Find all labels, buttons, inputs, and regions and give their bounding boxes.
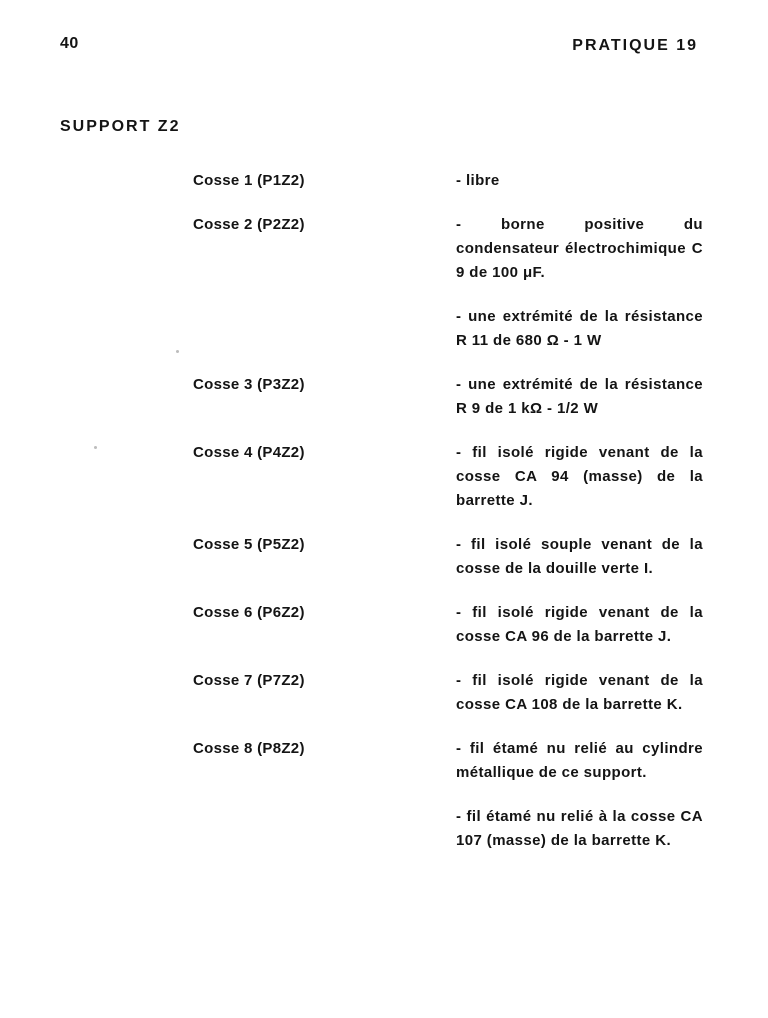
connection-note: - libre: [456, 172, 500, 189]
lug-entry: [193, 373, 703, 421]
lug-list: [193, 169, 703, 873]
lug-label: Cosse 6 (P6Z2): [193, 604, 305, 621]
lug-label: Cosse 5 (P5Z2): [193, 536, 305, 553]
lug-notes: [456, 213, 703, 353]
lug-entry: [193, 737, 703, 853]
connection-note: - fil isolé rigide venant de la cosse CA 94 (masse) de la barrette J.: [456, 444, 703, 509]
lug-entry: [193, 169, 703, 193]
section-title: SUPPORT Z2: [60, 118, 181, 135]
lug-label: Cosse 3 (P3Z2): [193, 376, 305, 393]
page-number: 40: [60, 35, 79, 52]
connection-note: - une extrémité de la résistance R 9 de 1 kΩ - 1/2 W: [456, 376, 703, 417]
lug-label: Cosse 2 (P2Z2): [193, 216, 305, 233]
connection-note: - fil isolé rigide venant de la cosse CA 96 de la barrette J.: [456, 604, 703, 645]
connection-note: - fil étamé nu relié à la cosse CA 107 (masse) de la barrette K.: [456, 808, 703, 849]
running-head: PRATIQUE 19: [572, 37, 698, 54]
scan-speck: [176, 350, 179, 353]
lug-notes: [456, 441, 703, 513]
lug-entry: [193, 533, 703, 581]
lug-label: Cosse 8 (P8Z2): [193, 740, 305, 757]
lug-entry: [193, 213, 703, 353]
connection-note: - fil isolé souple venant de la cosse de la douille verte I.: [456, 536, 703, 577]
scan-speck: [94, 446, 97, 449]
lug-notes: [456, 169, 703, 193]
lug-notes: [456, 373, 703, 421]
lug-label: Cosse 4 (P4Z2): [193, 444, 305, 461]
lug-notes: [456, 601, 703, 649]
lug-entry: [193, 669, 703, 717]
connection-note: - fil étamé nu relié au cylindre métallique de ce support.: [456, 740, 703, 781]
connection-note: - borne positive du condensateur électrochimique C 9 de 100 μF.: [456, 216, 703, 281]
connection-note: - fil isolé rigide venant de la cosse CA 108 de la barrette K.: [456, 672, 703, 713]
lug-label: Cosse 1 (P1Z2): [193, 172, 305, 189]
lug-entry: [193, 441, 703, 513]
lug-label: Cosse 7 (P7Z2): [193, 672, 305, 689]
connection-note: - une extrémité de la résistance R 11 de 680 Ω - 1 W: [456, 308, 703, 349]
lug-notes: [456, 533, 703, 581]
lug-entry: [193, 601, 703, 649]
lug-notes: [456, 737, 703, 853]
lug-notes: [456, 669, 703, 717]
